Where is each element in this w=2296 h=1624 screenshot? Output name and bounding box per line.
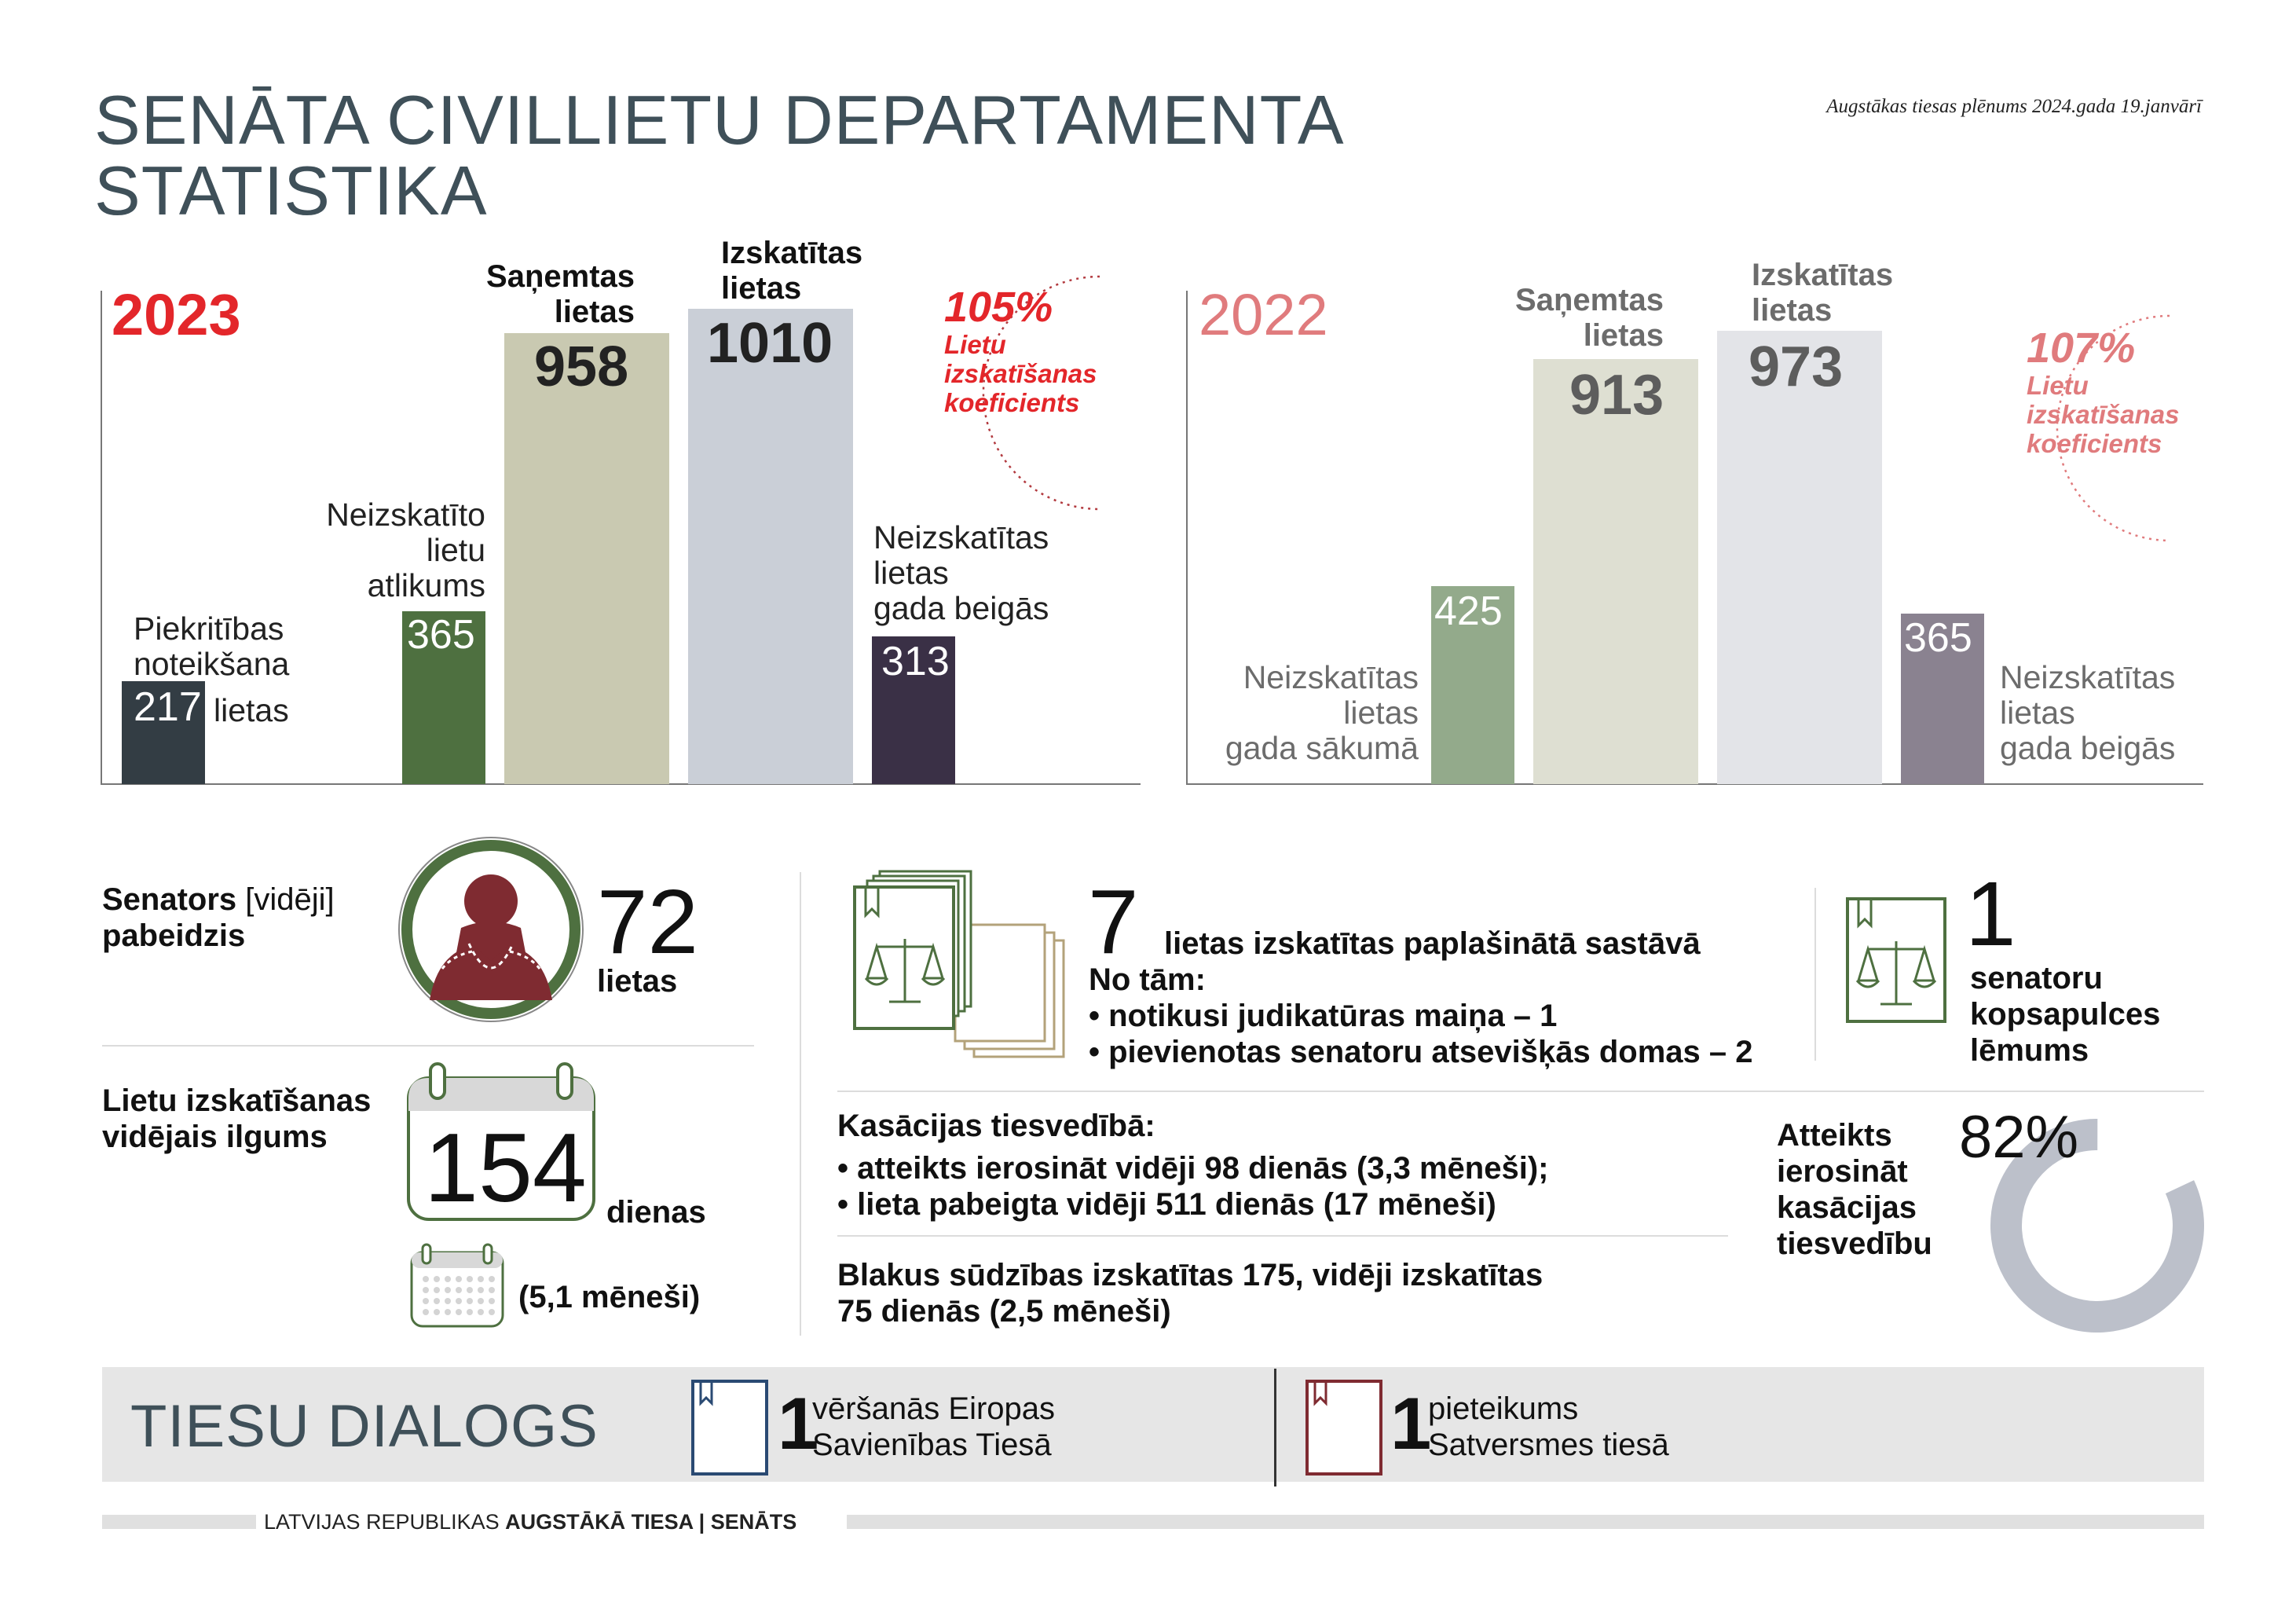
divider-vertical-assembly <box>1814 888 1816 1061</box>
senator-unit: lietas <box>597 964 678 999</box>
dialog-item2-value: 1 <box>1390 1382 1432 1465</box>
bar-2022-end-of-year-value: 365 <box>1904 615 1972 661</box>
dialog-item1-label: vēršanās Eiropas Savienības Tiesā <box>812 1391 1056 1462</box>
bar-2023-end-of-year-label: Neizskatītas lietas gada beigās <box>873 519 1049 626</box>
bar-2023-examined <box>688 309 853 784</box>
constitutional-court-book-icon <box>1304 1377 1386 1477</box>
bar-2023-end-of-year-value: 313 <box>881 639 950 684</box>
bar-2023-jurisdiction-value: 217 <box>134 684 202 730</box>
bar-2022-end-of-year-label: Neizskatītas lietas gada beigās <box>2000 659 2176 766</box>
dialog-item1-value: 1 <box>778 1382 819 1465</box>
footer-bar-left <box>102 1515 256 1529</box>
dialog-item2-label: pieteikums Satversmes tiesā <box>1428 1391 1669 1462</box>
bar-2023-examined-value: 1010 <box>707 312 833 375</box>
refused-percent: 82% <box>1959 1104 2079 1171</box>
plenum-date: Augstākas tiesas plēnums 2024.gada 19.janvārī <box>1826 96 2202 117</box>
bar-2022-start-of-year-label: Neizskatītas lietas gada sākumā <box>1225 659 1419 766</box>
bar-2022-examined-label: Izskatītas lietas <box>1752 258 1894 328</box>
senator-value: 72 <box>597 871 699 973</box>
bar-2022-received-value: 913 <box>1569 364 1664 427</box>
bar-2023-remaining-value: 365 <box>407 612 475 658</box>
bar-2023-jurisdiction-label: Piekritības noteikšana <box>134 610 290 682</box>
expanded-value: 7 <box>1088 871 1139 973</box>
chart-2023-y-axis <box>101 291 102 784</box>
page-title: SENĀTA CIVILLIETU DEPARTAMENTA STATISTIKA <box>94 81 1345 229</box>
bar-2022-start-of-year-value: 425 <box>1434 588 1503 634</box>
duration-months: (5,1 mēneši) <box>518 1280 701 1314</box>
assembly-value: 1 <box>1965 863 2016 965</box>
divider-left-1 <box>102 1045 754 1047</box>
small-calendar-icon <box>408 1243 506 1329</box>
divider-right-1 <box>837 1091 2204 1092</box>
refused-label: Atteikts ierosināt kasācijas tiesvedību <box>1777 1118 1932 1261</box>
bar-2023-received-value: 958 <box>534 335 629 398</box>
footer-text: LATVIJAS REPUBLIKAS AUGSTĀKĀ TIESA | SENĀTS <box>264 1510 797 1534</box>
bar-2022-received-label: Saņemtas lietas <box>1515 283 1664 353</box>
footer-bar-right <box>847 1515 2204 1529</box>
dialog-title: TIESU DIALOGS <box>130 1393 599 1460</box>
bar-2023-jurisdiction-unit: lietas <box>214 692 289 728</box>
cassation-info: Kasācijas tiesvedībā: • atteikts ierosināt vidēji 98 dienās (3,3 mēneši); • lieta pabeigta vidēji 511 dienās (17 mēneši) <box>837 1109 1549 1222</box>
duration-unit: dienas <box>606 1195 706 1230</box>
document-scales-icon <box>1844 894 1950 1026</box>
coef-2022-value: 107% <box>2027 324 2136 372</box>
bar-2023-received <box>504 333 669 784</box>
expanded-details: No tām: • notikusi judikatūras maiņa – 1 • pievienotas senatoru atsevišķās domas – 2 <box>1089 962 1753 1069</box>
side-complaints: Blakus sūdzības izskatītas 175, vidēji izskatītas 75 dienās (2,5 mēneši) <box>837 1258 1543 1329</box>
dialog-divider <box>1274 1369 1276 1487</box>
senator-label: Senators [vidēji] pabeidzis <box>102 882 335 953</box>
coef-2023-label: Lietu izskatīšanas koeficients <box>944 330 1097 417</box>
bar-2023-examined-label: Izskatītas lietas <box>721 236 863 306</box>
chart-2023-year: 2023 <box>112 282 241 347</box>
senator-avatar-icon <box>397 835 585 1024</box>
documents-scales-icon <box>848 868 1076 1065</box>
chart-2022-year: 2022 <box>1199 282 1328 347</box>
eu-court-book-icon <box>690 1377 771 1477</box>
divider-vertical-main <box>800 872 801 1336</box>
bar-2023-received-label: Saņemtas lietas <box>486 259 635 329</box>
bar-2022-examined-value: 973 <box>1749 335 1844 398</box>
duration-value: 154 <box>424 1114 587 1223</box>
assembly-label: senatoru kopsapulces lēmums <box>1970 961 2161 1068</box>
expanded-headline: lietas izskatītas paplašinātā sastāvā <box>1164 926 1701 961</box>
coef-2022-label: Lietu izskatīšanas koeficients <box>2027 371 2180 458</box>
divider-cassation <box>837 1235 1728 1237</box>
bar-2023-remaining-label: Neizskatīto lietu atlikums <box>326 497 485 603</box>
duration-label: Lietu izskatīšanas vidējais ilgums <box>102 1083 372 1154</box>
coef-2023-value: 105% <box>944 284 1053 331</box>
